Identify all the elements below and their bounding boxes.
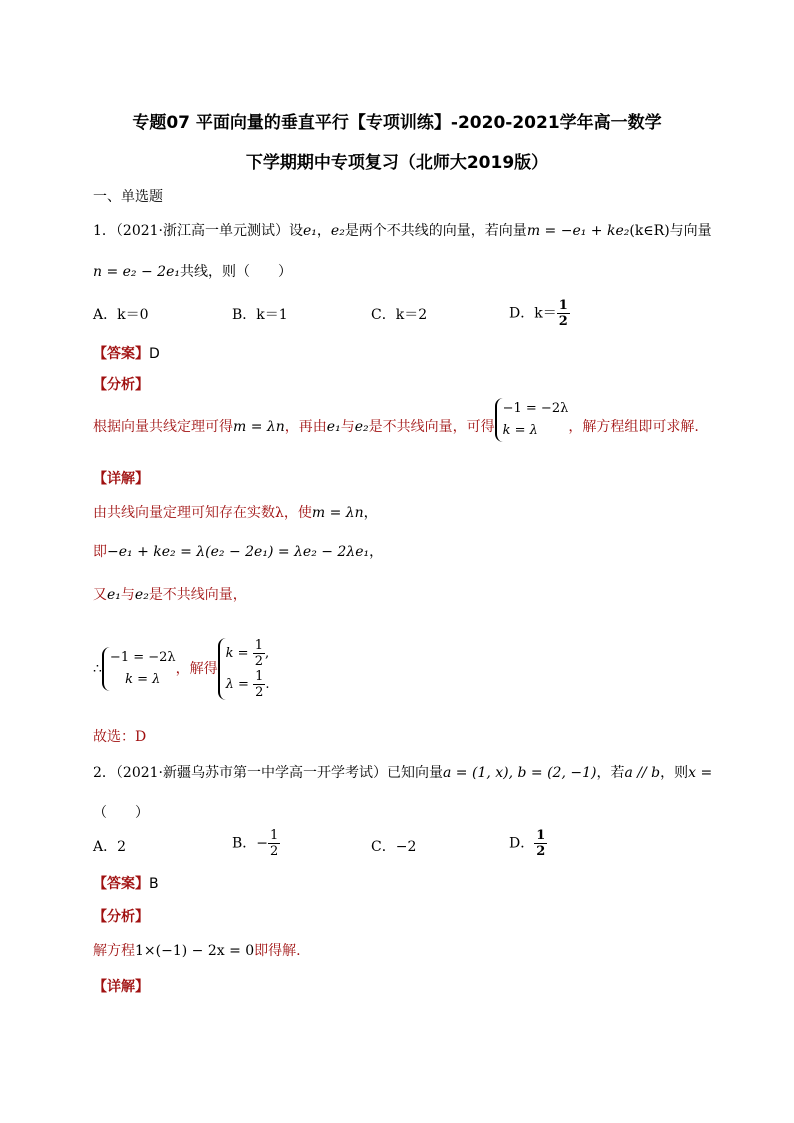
q1-analysis-text: 根据向量共线定理可得m = λn，再由e₁与e₂是不共线向量，可得 −1 = −2λ k = λ ，解方程组即可求解. bbox=[93, 412, 699, 442]
q1-detail-tag: 【详解】 bbox=[93, 471, 149, 487]
q1-stem-b: ， bbox=[316, 223, 331, 239]
parallel-expr: a // b bbox=[624, 765, 661, 781]
q1-analysis-system: −1 = −2λ k = λ bbox=[495, 398, 569, 442]
q2-stem-line1: 2．（2021·新疆乌苏市第一中学高一开学考试）已知向量a = (1, x), b = (2, −1)，若a // b，则x = bbox=[93, 765, 713, 781]
q1-analysis-tag: 【分析】 bbox=[93, 377, 149, 393]
q2-option-a: A．2 bbox=[93, 839, 127, 855]
q1-option-d-label: D．k＝ bbox=[509, 305, 557, 322]
q1-detail-line3: 又e₁与e₂是不共线向量， bbox=[93, 587, 247, 603]
q1-detail-solution: ∴ −1 = −2λ k = λ ，解得 k = $\frac{1}{2}$ , λ = $\frac{1}{2}$ . bbox=[93, 638, 270, 700]
q1-option-d bbox=[509, 298, 570, 329]
q1-option-c: C．k＝2 bbox=[371, 307, 428, 323]
title-line-1: 专题07 平面向量的垂直平行【专项训练】-2020-2021学年高一数学 bbox=[132, 113, 662, 133]
vector-m-expr: m = −e₁ + ke₂ bbox=[526, 223, 630, 239]
q2-option-d: D． $\frac{1}{2}$ bbox=[509, 828, 546, 859]
vector-ab-expr: a = (1, x), b = (2, −1) bbox=[443, 765, 597, 781]
q2-analysis-text: 解方程1×(−1) − 2x = 0即得解. bbox=[93, 943, 301, 959]
q2-analysis-tag: 【分析】 bbox=[93, 909, 149, 925]
q2-paren: （ ） bbox=[93, 805, 149, 821]
q1-option-a: A．k＝0 bbox=[93, 307, 149, 323]
q1-detail-line1: 由共线向量定理可知存在实数λ，使m = λn， bbox=[93, 505, 378, 521]
fraction-one-half: $\frac{1}{2}$ bbox=[558, 298, 568, 329]
q1-stem-e: 共线，则（ ） bbox=[179, 264, 292, 280]
title-line-2: 下学期期中专项复习（北师大2019版） bbox=[245, 153, 549, 173]
q1-stem-d: (k∈R)与向量 bbox=[629, 223, 712, 239]
q1-detail-line2: 即−e₁ + ke₂ = λ(e₂ − 2e₁) = λe₂ − 2λe₁， bbox=[93, 544, 384, 560]
q1-stem-a: 1．（2021·浙江高一单元测试）设 bbox=[93, 223, 303, 239]
q1-option-b: B．k＝1 bbox=[232, 307, 288, 323]
q1-detail-result: k = $\frac{1}{2}$ , λ = $\frac{1}{2}$ . bbox=[218, 638, 270, 700]
q1-stem-line1 bbox=[93, 222, 712, 240]
q2-detail-tag: 【详解】 bbox=[93, 979, 149, 995]
vector-e2: e₂ bbox=[330, 223, 345, 239]
vector-n-expr: n = e₂ − 2e₁ bbox=[93, 264, 180, 280]
q2-answer: 【答案】B bbox=[93, 876, 159, 892]
q2-option-c: C．−2 bbox=[371, 839, 417, 855]
q1-answer: 【答案】D bbox=[93, 346, 160, 362]
q1-stem-line2 bbox=[93, 263, 292, 281]
q2-option-b: B．− $\frac{1}{2}$ bbox=[232, 828, 279, 859]
q1-detail-system: −1 = −2λ k = λ bbox=[102, 647, 176, 691]
q1-choose: 故选：D bbox=[93, 729, 147, 745]
section-heading: 一、单选题 bbox=[93, 189, 163, 205]
q1-stem-c: 是两个不共线的向量，若向量 bbox=[344, 223, 527, 239]
vector-e1: e₁ bbox=[303, 223, 317, 239]
